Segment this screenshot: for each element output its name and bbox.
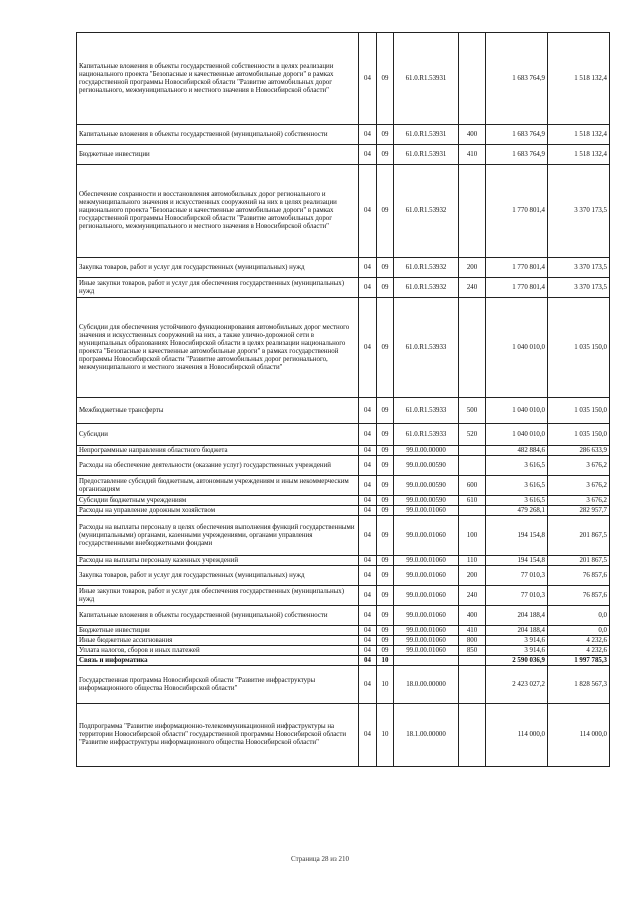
cell-s1: 3 914,6 (486, 636, 548, 646)
cell-pr: 10 (377, 666, 394, 704)
cell-s1: 1 040 010,0 (486, 298, 548, 398)
cell-vr: 400 (459, 606, 486, 626)
cell-name: Расходы на управление дорожным хозяйством (77, 506, 359, 516)
cell-cs (394, 656, 459, 666)
cell-s1: 204 188,4 (486, 606, 548, 626)
cell-name: Иные закупки товаров, работ и услуг для обеспечения государственных (муниципальных) нужд (77, 586, 359, 606)
cell-s2: 1 518 132,4 (548, 33, 610, 125)
table-row (77, 33, 610, 125)
cell-vr (459, 446, 486, 456)
cell-pr: 10 (377, 656, 394, 666)
cell-s1: 77 010,3 (486, 586, 548, 606)
cell-s2: 282 957,7 (548, 506, 610, 516)
cell-name: Бюджетные инвестиции (77, 145, 359, 165)
cell-cs: 99.0.00.01060 (394, 636, 459, 646)
cell-pr: 09 (377, 446, 394, 456)
cell-vr (459, 298, 486, 398)
cell-cs: 99.0.00.01060 (394, 626, 459, 636)
cell-rz: 04 (359, 566, 377, 586)
cell-s2: 0,0 (548, 626, 610, 636)
cell-pr: 10 (377, 704, 394, 767)
cell-cs: 61.0.R1.53931 (394, 125, 459, 145)
cell-s1: 1 683 764,9 (486, 125, 548, 145)
cell-cs: 61.0.R1.53933 (394, 398, 459, 424)
table-row (77, 446, 610, 456)
cell-pr: 09 (377, 278, 394, 298)
table-row (77, 258, 610, 278)
table-row (77, 165, 610, 258)
cell-s1: 1 040 010,0 (486, 398, 548, 424)
cell-pr: 09 (377, 556, 394, 566)
cell-pr: 09 (377, 636, 394, 646)
cell-s2: 1 518 132,4 (548, 145, 610, 165)
cell-name: Подпрограмма "Развитие информационно-телекоммуникационной инфраструктуры на территории Новосибирской области" государственной программы Новосибирской области "Развитие инфраструктуры информационного общества Новосибирской области" (77, 704, 359, 767)
cell-name: Субсидии для обеспечения устойчивого функционирования автомобильных дорог местного значения и искусственных сооружений на них, а также улично-дорожной сети в муниципальных образованиях Новосибирской области в целях реализации национального проекта "Безопасные и качественные автомобильные дороги" в рамках государственной программы Новосибирской области "Развитие автомобильных дорог регионального, межмуниципального и местного значения в Новосибирской области" (77, 298, 359, 398)
cell-s2: 1 035 150,0 (548, 398, 610, 424)
cell-name: Субсидии (77, 424, 359, 446)
cell-vr (459, 506, 486, 516)
cell-vr: 800 (459, 636, 486, 646)
cell-name: Непрограммные направления областного бюджета (77, 446, 359, 456)
cell-s2: 4 232,6 (548, 646, 610, 656)
cell-pr: 09 (377, 506, 394, 516)
cell-s2: 3 370 173,5 (548, 258, 610, 278)
cell-pr: 09 (377, 424, 394, 446)
cell-cs: 99.0.00.01060 (394, 586, 459, 606)
table-row (77, 278, 610, 298)
cell-s2: 1 035 150,0 (548, 424, 610, 446)
cell-cs: 99.0.00.01060 (394, 556, 459, 566)
cell-vr (459, 165, 486, 258)
table-row (77, 496, 610, 506)
cell-rz: 04 (359, 258, 377, 278)
cell-name: Капитальные вложения в объекты государственной собственности в целях реализации национального проекта "Безопасные и качественные автомобильные дороги" в рамках государственной программы Новосибирской области "Развитие автомобильных дорог регионального, межмуниципального и местного значения в Новосибирской области" (77, 33, 359, 125)
cell-pr: 09 (377, 258, 394, 278)
cell-vr: 610 (459, 496, 486, 506)
cell-s1: 204 188,4 (486, 626, 548, 636)
cell-name: Субсидии бюджетным учреждениям (77, 496, 359, 506)
cell-pr: 09 (377, 476, 394, 496)
cell-vr: 110 (459, 556, 486, 566)
table-row (77, 556, 610, 566)
cell-pr: 09 (377, 33, 394, 125)
cell-vr: 410 (459, 626, 486, 636)
table-row (77, 566, 610, 586)
cell-cs: 61.0.R1.53933 (394, 424, 459, 446)
cell-rz: 04 (359, 424, 377, 446)
cell-s2: 286 633,9 (548, 446, 610, 456)
cell-vr (459, 704, 486, 767)
cell-pr: 09 (377, 566, 394, 586)
table-row (77, 636, 610, 646)
cell-s2: 1 518 132,4 (548, 125, 610, 145)
cell-s1: 3 616,5 (486, 476, 548, 496)
cell-s2: 114 000,0 (548, 704, 610, 767)
table-row (77, 606, 610, 626)
cell-s1: 1 683 764,9 (486, 145, 548, 165)
cell-name: Капитальные вложения в объекты государственной (муниципальной) собственности (77, 606, 359, 626)
table-row (77, 656, 610, 666)
cell-s1: 482 884,6 (486, 446, 548, 456)
cell-s2: 3 370 173,5 (548, 278, 610, 298)
cell-pr: 09 (377, 646, 394, 656)
cell-cs: 18.0.00.00000 (394, 666, 459, 704)
cell-s2: 201 867,5 (548, 516, 610, 556)
table-row (77, 298, 610, 398)
cell-s1: 3 914,6 (486, 646, 548, 656)
table-row (77, 398, 610, 424)
cell-rz: 04 (359, 626, 377, 636)
cell-s1: 479 268,1 (486, 506, 548, 516)
cell-rz: 04 (359, 165, 377, 258)
cell-cs: 99.0.00.00590 (394, 476, 459, 496)
cell-s1: 3 616,5 (486, 456, 548, 476)
cell-vr: 410 (459, 145, 486, 165)
cell-name: Расходы на выплаты персоналу в целях обеспечения выполнения функций государственными (муниципальными) органами, казенными учреждениями, органами управления государственными внебюджетными фондами (77, 516, 359, 556)
cell-s2: 0,0 (548, 606, 610, 626)
cell-vr: 240 (459, 586, 486, 606)
cell-cs: 61.0.R1.53933 (394, 298, 459, 398)
table-row (77, 626, 610, 636)
cell-cs: 18.1.00.00000 (394, 704, 459, 767)
cell-s1: 3 616,5 (486, 496, 548, 506)
cell-cs: 99.0.00.00000 (394, 446, 459, 456)
cell-name: Предоставление субсидий бюджетным, автономным учреждениям и иным некоммерческим организациям (77, 476, 359, 496)
table-row (77, 476, 610, 496)
cell-vr: 400 (459, 125, 486, 145)
cell-rz: 04 (359, 278, 377, 298)
cell-pr: 09 (377, 165, 394, 258)
cell-s2: 76 857,6 (548, 586, 610, 606)
table-row (77, 646, 610, 656)
cell-rz: 04 (359, 125, 377, 145)
cell-s2: 4 232,6 (548, 636, 610, 646)
cell-rz: 04 (359, 456, 377, 476)
cell-s2: 3 370 173,5 (548, 165, 610, 258)
cell-s2: 3 676,2 (548, 456, 610, 476)
cell-rz: 04 (359, 666, 377, 704)
cell-rz: 04 (359, 704, 377, 767)
cell-name: Государственная программа Новосибирской области "Развитие инфраструктуры информационного общества Новосибирской области" (77, 666, 359, 704)
cell-name: Иные закупки товаров, работ и услуг для обеспечения государственных (муниципальных) нужд (77, 278, 359, 298)
cell-name: Связь и информатика (77, 656, 359, 666)
cell-rz: 04 (359, 446, 377, 456)
cell-rz: 04 (359, 398, 377, 424)
cell-pr: 09 (377, 496, 394, 506)
cell-cs: 61.0.R1.53931 (394, 33, 459, 125)
table-row (77, 424, 610, 446)
cell-pr: 09 (377, 586, 394, 606)
table-row (77, 666, 610, 704)
cell-name: Капитальные вложения в объекты государственной (муниципальной) собственности (77, 125, 359, 145)
cell-cs: 99.0.00.00590 (394, 496, 459, 506)
cell-cs: 99.0.00.01060 (394, 566, 459, 586)
cell-pr: 09 (377, 606, 394, 626)
cell-s2: 201 867,5 (548, 556, 610, 566)
cell-vr: 600 (459, 476, 486, 496)
budget-table (76, 32, 610, 767)
cell-s1: 194 154,8 (486, 556, 548, 566)
cell-s1: 2 590 036,9 (486, 656, 548, 666)
cell-rz: 04 (359, 516, 377, 556)
table-row (77, 456, 610, 476)
cell-pr: 09 (377, 145, 394, 165)
cell-rz: 04 (359, 586, 377, 606)
cell-pr: 09 (377, 516, 394, 556)
cell-vr: 200 (459, 258, 486, 278)
cell-name: Закупка товаров, работ и услуг для государственных (муниципальных) нужд (77, 258, 359, 278)
cell-cs: 99.0.00.01060 (394, 516, 459, 556)
budget-table-body (77, 33, 610, 767)
cell-cs: 61.0.R1.53931 (394, 145, 459, 165)
cell-s2: 1 828 567,3 (548, 666, 610, 704)
cell-rz: 04 (359, 606, 377, 626)
cell-rz: 04 (359, 476, 377, 496)
cell-vr: 520 (459, 424, 486, 446)
cell-s1: 1 770 801,4 (486, 165, 548, 258)
cell-rz: 04 (359, 646, 377, 656)
cell-vr: 240 (459, 278, 486, 298)
cell-rz: 04 (359, 656, 377, 666)
cell-rz: 04 (359, 636, 377, 646)
cell-s1: 194 154,8 (486, 516, 548, 556)
table-row (77, 704, 610, 767)
cell-s2: 1 035 150,0 (548, 298, 610, 398)
cell-pr: 09 (377, 125, 394, 145)
cell-s2: 76 857,6 (548, 566, 610, 586)
table-row (77, 516, 610, 556)
cell-cs: 99.0.00.01060 (394, 646, 459, 656)
cell-vr: 850 (459, 646, 486, 656)
cell-vr: 500 (459, 398, 486, 424)
cell-vr: 100 (459, 516, 486, 556)
cell-rz: 04 (359, 145, 377, 165)
cell-vr (459, 656, 486, 666)
cell-cs: 61.0.R1.53932 (394, 165, 459, 258)
cell-pr: 09 (377, 298, 394, 398)
table-row (77, 506, 610, 516)
cell-vr (459, 666, 486, 704)
page-footer: Страница 28 из 210 (291, 855, 349, 863)
cell-name: Закупка товаров, работ и услуг для государственных (муниципальных) нужд (77, 566, 359, 586)
cell-rz: 04 (359, 556, 377, 566)
cell-s1: 1 770 801,4 (486, 278, 548, 298)
cell-s2: 3 676,2 (548, 496, 610, 506)
cell-name: Межбюджетные трансферты (77, 398, 359, 424)
cell-name: Бюджетные инвестиции (77, 626, 359, 636)
table-row (77, 125, 610, 145)
cell-name: Уплата налогов, сборов и иных платежей (77, 646, 359, 656)
cell-rz: 04 (359, 298, 377, 398)
cell-s2: 1 997 785,3 (548, 656, 610, 666)
cell-pr: 09 (377, 456, 394, 476)
table-row (77, 145, 610, 165)
cell-vr (459, 33, 486, 125)
cell-cs: 61.0.R1.53932 (394, 258, 459, 278)
cell-rz: 04 (359, 496, 377, 506)
cell-vr: 200 (459, 566, 486, 586)
cell-pr: 09 (377, 626, 394, 636)
cell-cs: 99.0.00.00590 (394, 456, 459, 476)
cell-cs: 61.0.R1.53932 (394, 278, 459, 298)
cell-pr: 09 (377, 398, 394, 424)
cell-name: Расходы на обеспечение деятельности (оказание услуг) государственных учреждений (77, 456, 359, 476)
cell-s1: 114 000,0 (486, 704, 548, 767)
cell-cs: 99.0.00.01060 (394, 506, 459, 516)
cell-s1: 1 683 764,9 (486, 33, 548, 125)
cell-cs: 99.0.00.01060 (394, 606, 459, 626)
cell-name: Иные бюджетные ассигнования (77, 636, 359, 646)
cell-vr (459, 456, 486, 476)
table-row (77, 586, 610, 606)
cell-rz: 04 (359, 33, 377, 125)
cell-s1: 1 040 010,0 (486, 424, 548, 446)
cell-s1: 2 423 027,2 (486, 666, 548, 704)
cell-s1: 1 770 801,4 (486, 258, 548, 278)
cell-name: Расходы на выплаты персоналу казенных учреждений (77, 556, 359, 566)
cell-name: Обеспечение сохранности и восстановления автомобильных дорог регионального и межмуниципального значения и искусственных сооружений на них в целях реализации национального проекта "Безопасные и качественные автомобильные дороги" в рамках государственной программы Новосибирской области "Развитие автомобильных дорог регионального, межмуниципального и местного значения в Новосибирской области" (77, 165, 359, 258)
cell-rz: 04 (359, 506, 377, 516)
cell-s1: 77 010,3 (486, 566, 548, 586)
cell-s2: 3 676,2 (548, 476, 610, 496)
